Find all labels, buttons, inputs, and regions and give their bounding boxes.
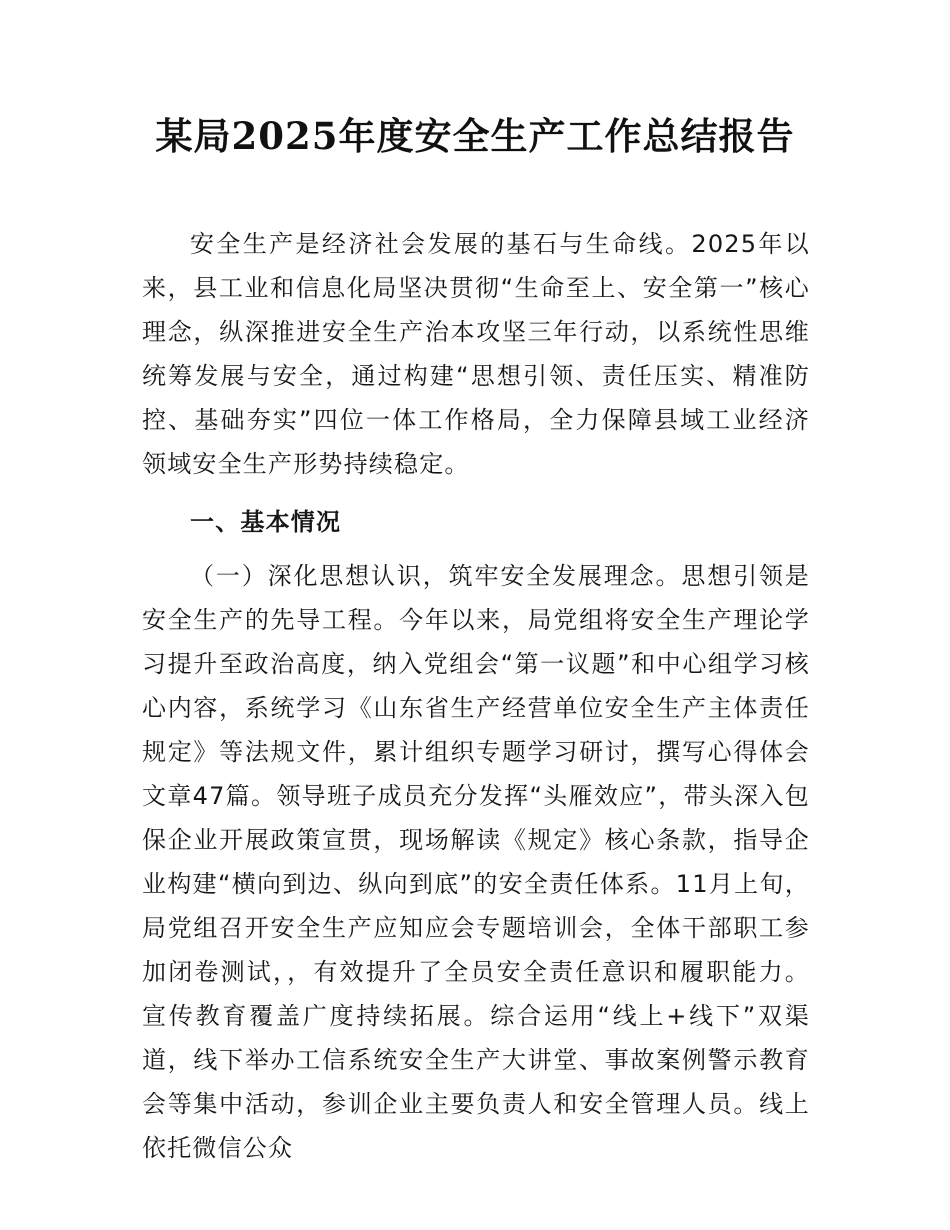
section-paragraph: （一）深化思想认识，筑牢安全发展理念。思想引领是安全生产的先导工程。今年以来，局党组将安全生产理论学习提升至政治高度，纳入党组会“第一议题”和中心组学习核心内容，系统学习《山东省生产经营单位安全生产主体责任规定》等法规文件，累计组织专题学习研讨，撰写心得体会文章47篇。领导班子成员充分发挥“头雁效应”，带头深入包保企业开展政策宣贯，现场解读《规定》核心条款，指导企业构建“横向到边、纵向到底”的安全责任体系。11月上旬，局党组召开安全生产应知应会专题培训会，全体干部职工参加闭卷测试，，有效提升了全员安全责任意识和履职能力。宣传教育覆盖广度持续拓展。综合运用“线上+线下”双渠道，线下举办工信系统安全生产大讲堂、事故案例警示教育会等集中活动，参训企业主要负责人和安全管理人员。线上依托微信公众: [142, 562, 810, 1162]
intro-paragraph: 安全生产是经济社会发展的基石与生命线。2025年以来，县工业和信息化局坚决贯彻“生命至上、安全第一”核心理念，纵深推进安全生产治本攻坚三年行动，以系统性思维统筹发展与安全，通过构建“思想引领、责任压实、精准防控、基础夯实”四位一体工作格局，全力保障县域工业经济领域安全生产形势持续稳定。: [142, 230, 810, 478]
section-heading: 一、基本情况: [190, 508, 342, 536]
document-body: [142, 222, 810, 1170]
document-title: 某局2025年度安全生产工作总结报告: [155, 114, 795, 158]
